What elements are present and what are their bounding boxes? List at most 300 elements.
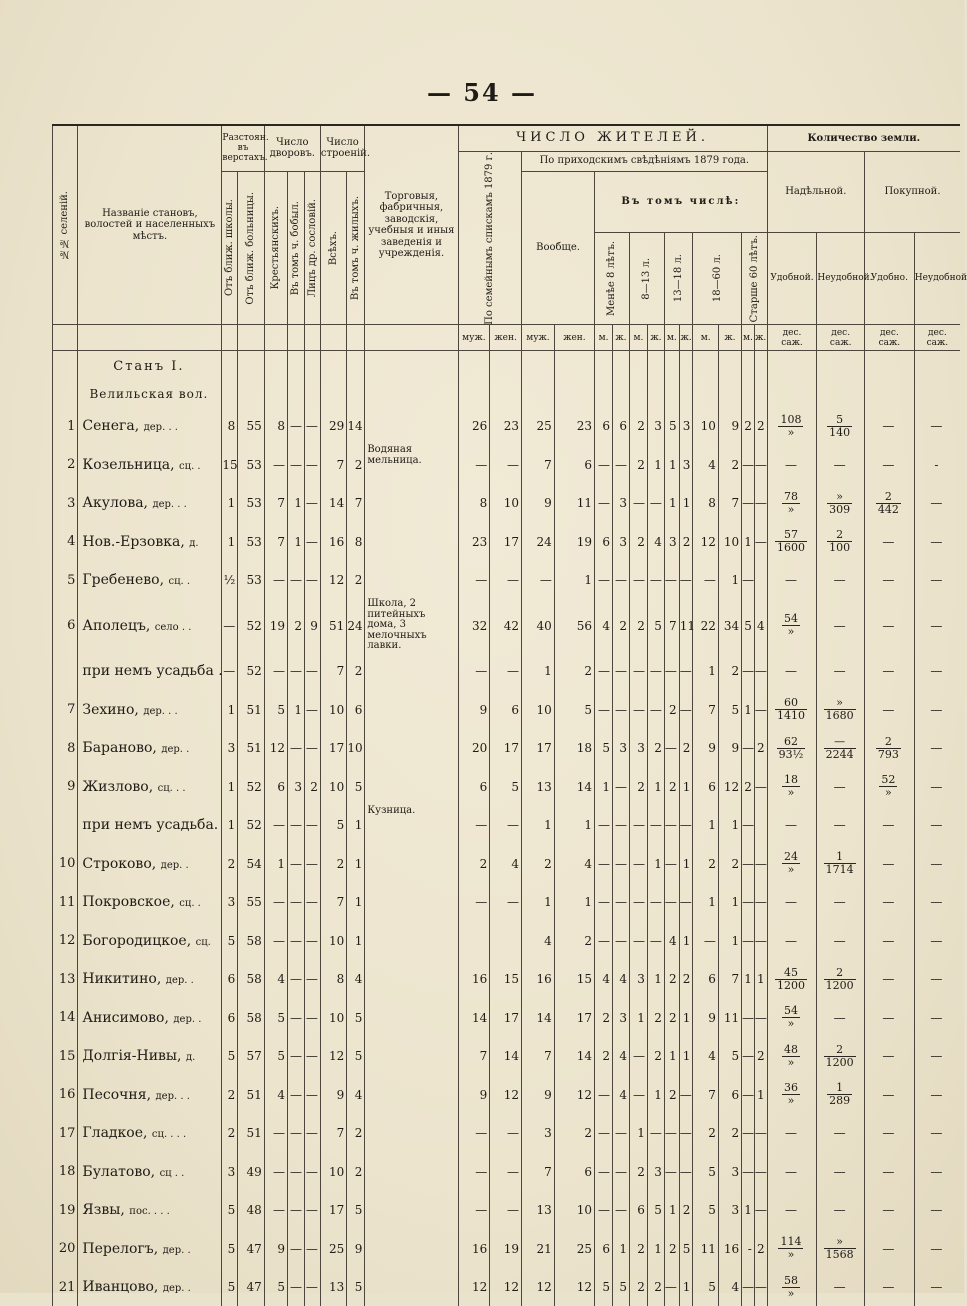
table-row — [53, 729, 961, 768]
land-fraction — [782, 1275, 800, 1300]
cell-a2m: — — [629, 561, 647, 600]
settlement-name-text: Аполецъ, — [82, 617, 151, 634]
cell-pf: 2 — [554, 921, 594, 960]
cell-a5m: 5 — [742, 599, 755, 652]
land-sazhen: » — [787, 1094, 795, 1108]
volost-title: Велильская вол. — [78, 381, 222, 407]
trade-establishments — [365, 767, 458, 806]
buildings-res-header: Въ томъ ч. жилыхъ. — [347, 171, 365, 325]
table-row — [53, 998, 961, 1037]
cell-fm: 6 — [458, 767, 490, 806]
cell-ba: 7 — [320, 883, 346, 922]
cell-yo: — — [304, 522, 320, 561]
land-desyatin: 52 — [881, 773, 896, 787]
settlement-name-text: Бараново, — [82, 740, 157, 757]
settlement-type: дер. . — [160, 859, 189, 871]
land-l3: — — [865, 690, 915, 729]
cell-yp: 4 — [264, 960, 287, 999]
land-l4: — — [914, 844, 960, 883]
cell-ff: — — [490, 1191, 522, 1230]
land-sazhen: 140 — [829, 425, 851, 439]
trade-establishments — [365, 1152, 458, 1191]
cell-a2m: — — [629, 484, 647, 523]
cell-yb: — — [288, 844, 305, 883]
stan-title: Станъ I. — [78, 351, 222, 381]
cell-ff: 23 — [490, 407, 522, 446]
land-fraction — [824, 967, 856, 992]
cell-a1m: — — [595, 806, 613, 845]
cell-a3m: 4 — [664, 921, 679, 960]
land-sazhen: 1600 — [776, 541, 805, 555]
land-fraction — [824, 851, 856, 876]
settlement-name-text: при немъ усадьба. — [82, 817, 219, 834]
cell-pf: 25 — [554, 1229, 594, 1268]
land-desyatin: 54 — [783, 612, 798, 626]
cell-yo: — — [304, 844, 320, 883]
land-l4: — — [914, 729, 960, 768]
land-l2: — — [817, 921, 865, 960]
cell-a3m: 5 — [664, 407, 679, 446]
cell-pf: 14 — [554, 1037, 594, 1076]
cell-a1f: 3 — [613, 484, 630, 523]
row-number: 9 — [53, 767, 78, 806]
land-l4: — — [914, 484, 960, 523]
land-l4: — — [914, 998, 960, 1037]
cell-a1f: 3 — [613, 729, 630, 768]
table-row — [53, 1152, 961, 1191]
cell-a4m: 4 — [693, 445, 718, 484]
cell-a4m: 22 — [693, 599, 718, 652]
cell-yb: — — [288, 998, 305, 1037]
settlement-name — [78, 1152, 222, 1191]
settlement-type: дер. . — [165, 975, 194, 987]
cell-ff: — — [490, 561, 522, 600]
cell-a3f: 2 — [679, 729, 693, 768]
land-l1 — [767, 729, 817, 768]
cell-a5m: — — [742, 484, 755, 523]
cell-a4f: 1 — [718, 806, 741, 845]
cell-a4m: 1 — [693, 883, 718, 922]
cell-a1m: — — [595, 484, 613, 523]
land-l2: — — [817, 806, 865, 845]
land-l3: — — [865, 1037, 915, 1076]
land-l2 — [817, 484, 865, 523]
land-l1 — [767, 767, 817, 806]
cell-fm: 26 — [458, 407, 490, 446]
cell-ff: — — [490, 883, 522, 922]
cell-a5f: — — [754, 445, 767, 484]
land-l2: — — [817, 652, 865, 691]
settlement-type: дер. . . — [143, 705, 178, 717]
table-row — [53, 522, 961, 561]
cell-br: 5 — [347, 767, 365, 806]
cell-a1f: 3 — [613, 522, 630, 561]
cell-fm: 7 — [458, 1037, 490, 1076]
row-number: 7 — [53, 690, 78, 729]
land-l2: — — [817, 1191, 865, 1230]
cell-a4m: 5 — [693, 1191, 718, 1230]
settlement-name — [78, 445, 222, 484]
unit-f: ж. — [754, 325, 767, 351]
land-fraction — [782, 774, 800, 799]
cell-br: 2 — [347, 1114, 365, 1153]
unit-land: дес. саж. — [767, 325, 817, 351]
row-number: 8 — [53, 729, 78, 768]
cell-br: 2 — [347, 445, 365, 484]
cell-fm: 16 — [458, 1229, 490, 1268]
age-gt60-header: Старше 60 лѣтъ. — [742, 232, 767, 325]
table-row — [53, 445, 961, 484]
cell-a3f: 1 — [679, 921, 693, 960]
cell-ba: 12 — [320, 561, 346, 600]
settlement-name-text: Песочня, — [82, 1086, 152, 1103]
distance-header: Разстоян. въ верстахъ. — [222, 125, 264, 171]
cell-a5m: 1 — [742, 960, 755, 999]
land-sazhen: 793 — [877, 747, 899, 761]
cell-a2f: — — [647, 484, 664, 523]
cell-ba: 10 — [320, 921, 346, 960]
row-number: 11 — [53, 883, 78, 922]
cell-a2f: 1 — [647, 767, 664, 806]
land-desyatin: 2 — [876, 491, 901, 504]
yards-other-header: Лицъ др. сословій. — [304, 171, 320, 325]
cell-pf: 23 — [554, 407, 594, 446]
land-l1: — — [767, 1152, 817, 1191]
col-name-header: Названіе становъ, волостей и населенныхъ мѣстъ. — [78, 125, 222, 325]
trade-establishments — [365, 729, 458, 768]
cell-yb: 1 — [288, 484, 305, 523]
trade-establishments — [365, 407, 458, 446]
cell-a4m: 9 — [693, 729, 718, 768]
row-number — [53, 806, 78, 845]
cell-yo: — — [304, 1229, 320, 1268]
cell-yo: — — [304, 960, 320, 999]
cell-a3f: 1 — [679, 484, 693, 523]
land-fraction — [824, 736, 856, 761]
cell-a4m: 10 — [693, 407, 718, 446]
cell-pm: 1 — [522, 806, 555, 845]
land-l2 — [817, 1229, 865, 1268]
cell-yb: — — [288, 1268, 305, 1306]
land-l1 — [767, 522, 817, 561]
settlement-name — [78, 806, 222, 845]
cell-ff: 19 — [490, 1229, 522, 1268]
cell-pf: 14 — [554, 767, 594, 806]
cell-a4m: 5 — [693, 1268, 718, 1306]
settlement-name-text: Жизлово, — [82, 778, 154, 795]
table-row — [53, 767, 961, 806]
table-row — [53, 561, 961, 600]
cell-a2m: 6 — [629, 1191, 647, 1230]
cell-ds: — — [222, 652, 238, 691]
cell-br: 7 — [347, 484, 365, 523]
land-sazhen: » — [787, 425, 795, 439]
cell-a5f: 2 — [754, 407, 767, 446]
land-desyatin: 60 — [775, 697, 807, 710]
cell-a2f: 3 — [647, 1152, 664, 1191]
cell-yb: — — [288, 1191, 305, 1230]
land-l2 — [817, 522, 865, 561]
cell-pf: 6 — [554, 1152, 594, 1191]
cell-pf: 2 — [554, 652, 594, 691]
cell-a2m: — — [629, 806, 647, 845]
cell-ff: 14 — [490, 1037, 522, 1076]
cell-ds: 3 — [222, 883, 238, 922]
land-fraction — [775, 529, 807, 554]
cell-a3m: — — [664, 844, 679, 883]
land-l1: — — [767, 1191, 817, 1230]
settlement-type: дер. . . — [152, 499, 187, 511]
settlement-name — [78, 484, 222, 523]
land-l1: — — [767, 1114, 817, 1153]
settlement-type: пос. . . . — [129, 1206, 170, 1218]
cell-dh: 52 — [238, 652, 264, 691]
cell-ba: 16 — [320, 522, 346, 561]
cell-br: 2 — [347, 652, 365, 691]
cell-a2m: — — [629, 921, 647, 960]
cell-a5f: — — [754, 844, 767, 883]
cell-br: 5 — [347, 1037, 365, 1076]
cell-pm: 2 — [522, 844, 555, 883]
cell-a1m: — — [595, 561, 613, 600]
page-number: — 54 — — [426, 78, 538, 107]
cell-br: 24 — [347, 599, 365, 652]
trade-establishments: Кузница. — [365, 806, 458, 845]
cell-a1f: — — [613, 1191, 630, 1230]
cell-a5f: 2 — [754, 1229, 767, 1268]
cell-ba: 8 — [320, 960, 346, 999]
cell-pm: 13 — [522, 1191, 555, 1230]
cell-a3m: 1 — [664, 1037, 679, 1076]
land-sazhen: 1680 — [825, 709, 854, 723]
land-sazhen: 93½ — [778, 747, 804, 761]
land-desyatin: 2 — [876, 736, 901, 749]
land-sazhen: 1568 — [825, 1248, 854, 1262]
cell-pm: 9 — [522, 1075, 555, 1114]
cell-ba: 5 — [320, 806, 346, 845]
row-number: 15 — [53, 1037, 78, 1076]
cell-ds: 3 — [222, 1152, 238, 1191]
cell-a3m: 2 — [664, 690, 679, 729]
cell-ff: 17 — [490, 998, 522, 1037]
cell-a2f: — — [647, 806, 664, 845]
land-l4: — — [914, 921, 960, 960]
cell-a5m: — — [742, 1268, 755, 1306]
table-row — [53, 844, 961, 883]
cell-a5m: — — [742, 1114, 755, 1153]
unit-female: жен. — [490, 325, 522, 351]
cell-yb: — — [288, 445, 305, 484]
cell-a4m: — — [693, 921, 718, 960]
cell-a4f: 9 — [718, 407, 741, 446]
settlement-type: д. — [189, 537, 199, 549]
cell-ds: 1 — [222, 806, 238, 845]
cell-a5m: — — [742, 1152, 755, 1191]
cell-ff: 15 — [490, 960, 522, 999]
purchased-header: Покупной. — [865, 151, 961, 232]
table-row — [53, 652, 961, 691]
land-sazhen: 289 — [829, 1094, 851, 1108]
cell-a2m: — — [629, 883, 647, 922]
unit-f: ж. — [613, 325, 630, 351]
cell-yb: — — [288, 1152, 305, 1191]
cell-yb: 1 — [288, 522, 305, 561]
row-number: 12 — [53, 921, 78, 960]
cell-a4m: 6 — [693, 767, 718, 806]
cell-br: 2 — [347, 1152, 365, 1191]
land-l3: — — [865, 522, 915, 561]
cell-a5m: — — [742, 445, 755, 484]
unit-m: м. — [742, 325, 755, 351]
land-desyatin: 2 — [824, 1044, 856, 1057]
land-fraction — [782, 851, 800, 876]
cell-a3m: — — [664, 729, 679, 768]
cell-yo: — — [304, 921, 320, 960]
row-number: 13 — [53, 960, 78, 999]
cell-pm: 3 — [522, 1114, 555, 1153]
cell-ds: 3 — [222, 729, 238, 768]
land-l4: — — [914, 1152, 960, 1191]
land-l4: - — [914, 445, 960, 484]
cell-yb: — — [288, 921, 305, 960]
cell-yb: — — [288, 652, 305, 691]
cell-a4f: 2 — [718, 1114, 741, 1153]
cell-a2m: 2 — [629, 1268, 647, 1306]
cell-pf: 4 — [554, 844, 594, 883]
cell-a5m: — — [742, 921, 755, 960]
cell-ds: 1 — [222, 767, 238, 806]
row-number: 19 — [53, 1191, 78, 1230]
cell-pf: 12 — [554, 1268, 594, 1306]
cell-yo: — — [304, 806, 320, 845]
cell-yp: — — [264, 806, 287, 845]
cell-a2f: 2 — [647, 1268, 664, 1306]
table-row — [53, 690, 961, 729]
cell-a5m: 2 — [742, 407, 755, 446]
cell-a1f: 4 — [613, 960, 630, 999]
cell-a5f: 2 — [754, 729, 767, 768]
cell-yo: — — [304, 445, 320, 484]
land-l3: — — [865, 1114, 915, 1153]
yards-landless-header: Въ томъ ч. бобыл. — [288, 171, 305, 325]
land-fraction — [827, 529, 852, 554]
settlement-name-text: Зехино, — [82, 701, 139, 718]
cell-ds: 1 — [222, 484, 238, 523]
cell-yo: 9 — [304, 599, 320, 652]
cell-a2f: — — [647, 561, 664, 600]
table-row — [53, 883, 961, 922]
dist-hospital-header: Отъ ближ. больницы. — [238, 171, 264, 325]
land-l2 — [817, 1037, 865, 1076]
cell-a1f: 1 — [613, 1229, 630, 1268]
land-sazhen: » — [787, 1017, 795, 1031]
cell-dh: 47 — [238, 1229, 264, 1268]
cell-a2f: 2 — [647, 998, 664, 1037]
cell-a4f: 5 — [718, 1037, 741, 1076]
land-header: Количество земли. — [767, 125, 960, 151]
cell-fm: — — [458, 1114, 490, 1153]
cell-a2m: 1 — [629, 998, 647, 1037]
land-fraction — [824, 1236, 856, 1261]
cell-fm: 23 — [458, 522, 490, 561]
cell-dh: 55 — [238, 883, 264, 922]
land-desyatin: 5 — [827, 414, 852, 427]
cell-yo: — — [304, 1268, 320, 1306]
cell-dh: 52 — [238, 599, 264, 652]
cell-a2f: — — [647, 883, 664, 922]
cell-yb: — — [288, 806, 305, 845]
settlement-name-text: Никитино, — [82, 971, 162, 988]
land-fraction — [782, 1082, 800, 1107]
settlement-name — [78, 844, 222, 883]
census-table — [52, 124, 967, 1306]
cell-a4f: 3 — [718, 1152, 741, 1191]
unit-land: дес. саж. — [817, 325, 865, 351]
trade-establishments: Школа, 2 питейныхъ дома, 3 мелочныхъ лавки. — [365, 599, 458, 652]
land-desyatin: » — [824, 697, 856, 710]
cell-ds: ½ — [222, 561, 238, 600]
cell-br: 4 — [347, 960, 365, 999]
cell-a4m: 7 — [693, 690, 718, 729]
cell-a3f: — — [679, 1114, 693, 1153]
cell-ds: 2 — [222, 1114, 238, 1153]
cell-a3m: 2 — [664, 767, 679, 806]
land-l4: — — [914, 1114, 960, 1153]
cell-a3f: 2 — [679, 960, 693, 999]
cell-a3m: 1 — [664, 1191, 679, 1230]
land-l4: — — [914, 883, 960, 922]
cell-a3f: — — [679, 690, 693, 729]
cell-ba: 14 — [320, 484, 346, 523]
cell-ds: 1 — [222, 690, 238, 729]
cell-a5m: — — [742, 561, 755, 600]
cell-a3m: — — [664, 1152, 679, 1191]
cell-a1m: 5 — [595, 729, 613, 768]
cell-a2m: 2 — [629, 599, 647, 652]
cell-a4f: 12 — [718, 767, 741, 806]
cell-a3m: 2 — [664, 1075, 679, 1114]
cell-yp: 7 — [264, 522, 287, 561]
land-sazhen: » — [787, 863, 795, 877]
cell-a2f: 2 — [647, 1037, 664, 1076]
cell-a1m: — — [595, 1191, 613, 1230]
land-l2: — — [817, 1152, 865, 1191]
cell-pf: 1 — [554, 561, 594, 600]
land-fraction — [782, 491, 800, 516]
land-sazhen: 1200 — [776, 978, 805, 992]
cell-a5m: - — [742, 1229, 755, 1268]
land-desyatin: 1 — [824, 851, 856, 864]
age-lt8-header: Менѣе 8 лѣтъ. — [595, 232, 630, 325]
land-l3: — — [865, 1191, 915, 1230]
cell-ds: 5 — [222, 1037, 238, 1076]
settlement-type: д. — [185, 1052, 196, 1064]
cell-a1f: — — [613, 690, 630, 729]
cell-ff: — — [490, 806, 522, 845]
cell-a5f: — — [754, 883, 767, 922]
cell-ba: 10 — [320, 690, 346, 729]
land-sazhen: 1200 — [825, 978, 854, 992]
cell-ba: 17 — [320, 729, 346, 768]
cell-a4m: 1 — [693, 806, 718, 845]
settlement-type: сц. . . . — [151, 1129, 187, 1141]
settlement-name-text: Иванцово, — [82, 1279, 159, 1296]
cell-fm: — — [458, 1152, 490, 1191]
cell-yo: — — [304, 407, 320, 446]
land-l3: — — [865, 1229, 915, 1268]
cell-a1f: 3 — [613, 998, 630, 1037]
settlement-type: сц. . — [179, 460, 201, 472]
